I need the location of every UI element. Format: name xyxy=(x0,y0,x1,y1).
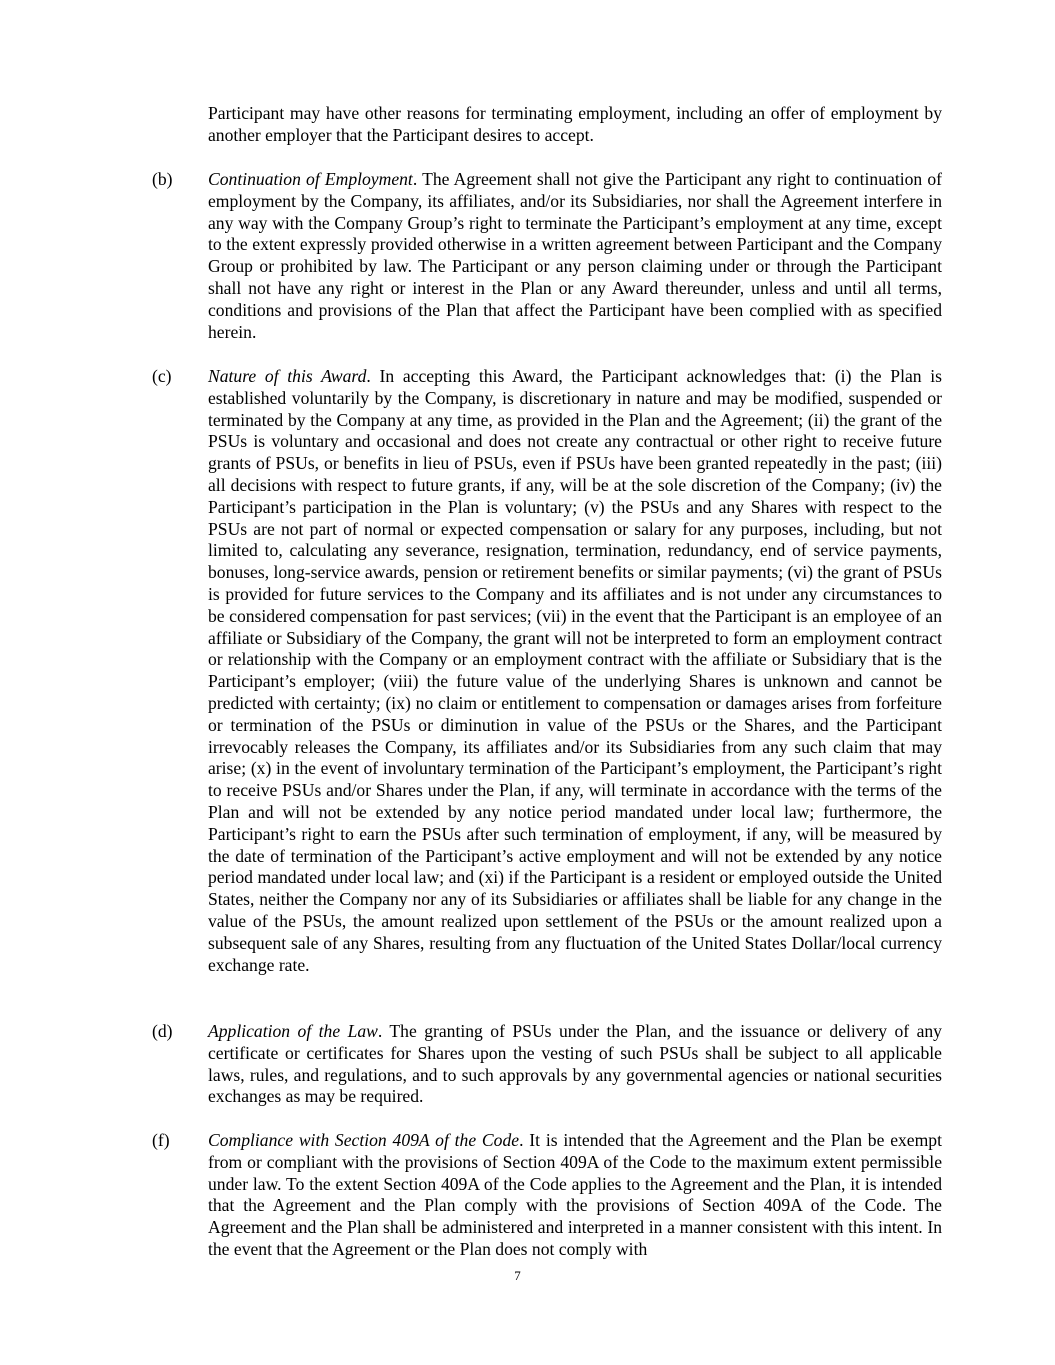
section-d-paragraph xyxy=(208,1021,942,1108)
section-c-label: (c) xyxy=(152,366,172,386)
section-c-body: . In accepting this Award, the Participant acknowledges that: (i) the Plan is established voluntarily by the Company, is discretionary in nature and may be modified, suspended or terminated by the Company at any time, as provided in the Plan and the Agreement; (ii) the grant of the PSUs is voluntary and occasional and does not create any contractual or other right to receive future grants of PSUs, or benefits in lieu of PSUs, even if PSUs have been granted repeatedly in the past; (iii) all decisions with respect to future grants, if any, will be at the sole discretion of the Company; (iv) the Participant’s participation in the Plan is voluntary; (v) the PSUs and any Shares with respect to the PSUs are not part of normal or expected compensation or salary for any purposes, including, but not limited to, calculating any severance, resignation, termination, redundancy, end of service payments, bonuses, long-service awards, pension or retirement benefits or similar payments; (vi) the grant of PSUs is provided for future services to the Company and its affiliates and is not under any circumstances to be considered compensation for past services; (vii) in the event that the Participant is an employee of an affiliate or Subsidiary of the Company, the grant will not be interpreted to form an employment contract or relationship with the Company or an employment contract with the affiliate or Subsidiary that is the Participant’s employer; (viii) the future value of the underlying Shares is unknown and cannot be predicted with certainty; (ix) no claim or entitlement to compensation or damages arises from forfeiture or termination of the PSUs or diminution in value of the PSUs or the Shares, and the Participant irrevocably releases the Company, its affiliates and/or its Subsidiaries from any such claim that may arise; (x) in the event of involuntary termination of the Participant’s employment, the Participant’s right to receive PSUs and/or Shares under the Plan, if any, will terminate in accordance with the terms of the Plan and will not be extended by any notice period mandated under local law; furthermore, the Participant’s right to earn the PSUs after such termination of employment, if any, will be measured by the date of termination of the Participant’s active employment and will not be extended by any notice period mandated under local law; and (xi) if the Participant is a resident or employed outside the United States, neither the Company nor any of its Subsidiaries or affiliates shall be liable for any change in the value of the PSUs, the amount realized upon settlement of the PSUs or the amount realized upon a subsequent sale of any Shares, resulting from any fluctuation of the United States Dollar/local currency exchange rate. xyxy=(208,366,943,975)
section-d-label: (d) xyxy=(152,1021,173,1041)
section-d-heading: Application of the Law xyxy=(208,1021,378,1041)
section-f-body: . It is intended that the Agreement and the Plan be exempt from or compliant with the provisions of Section 409A of the Code to the maximum extent permissible under law. To the extent Section 409A of the Code applies to the Agreement and the Plan, it is intended that the Agreement and the Plan comply with the provisions of Section 409A of the Code. The Agreement and the Plan shall be administered and interpreted in a manner consistent with this intent. In the event that the Agreement or the Plan does not comply with xyxy=(208,1130,942,1259)
section-c-heading: Nature of this Award xyxy=(208,366,367,386)
section-b-heading: Continuation of Employment xyxy=(208,169,413,189)
section-b-label: (b) xyxy=(152,169,173,189)
section-c-paragraph xyxy=(208,366,942,976)
intro-text: Participant may have other reasons for terminating employment, including an offer of employment by another employer that the Participant desires to accept. xyxy=(208,103,942,145)
section-f-heading: Compliance with Section 409A of the Code xyxy=(208,1130,520,1150)
section-b-body: . The Agreement shall not give the Participant any right to continuation of employment by the Company, its affiliates, and/or its Subsidiaries, nor shall the Agreement interfere in any way with the Company Group’s right to terminate the Participant’s employment at any time, except to the extent expressly provided otherwise in a written agreement between Participant and the Company Group or prohibited by law. The Participant or any person claiming under or through the Participant shall not have any right or interest in the Plan or any Award thereunder, unless and until all terms, conditions and provisions of the Plan that affect the Participant have been complied with as specified herein. xyxy=(208,169,942,342)
page-number: 7 xyxy=(514,1268,521,1283)
intro-paragraph xyxy=(208,103,942,147)
section-d-body: . The granting of PSUs under the Plan, and the issuance or delivery of any certificate or certificates for Shares upon the vesting of such PSUs shall be subject to all applicable laws, rules, and regulations, and to such approvals by any governmental agencies or national securities exchanges as may be required. xyxy=(208,1021,942,1107)
section-b-paragraph xyxy=(208,169,942,343)
section-f-paragraph xyxy=(208,1130,942,1261)
section-f-label: (f) xyxy=(152,1130,170,1150)
